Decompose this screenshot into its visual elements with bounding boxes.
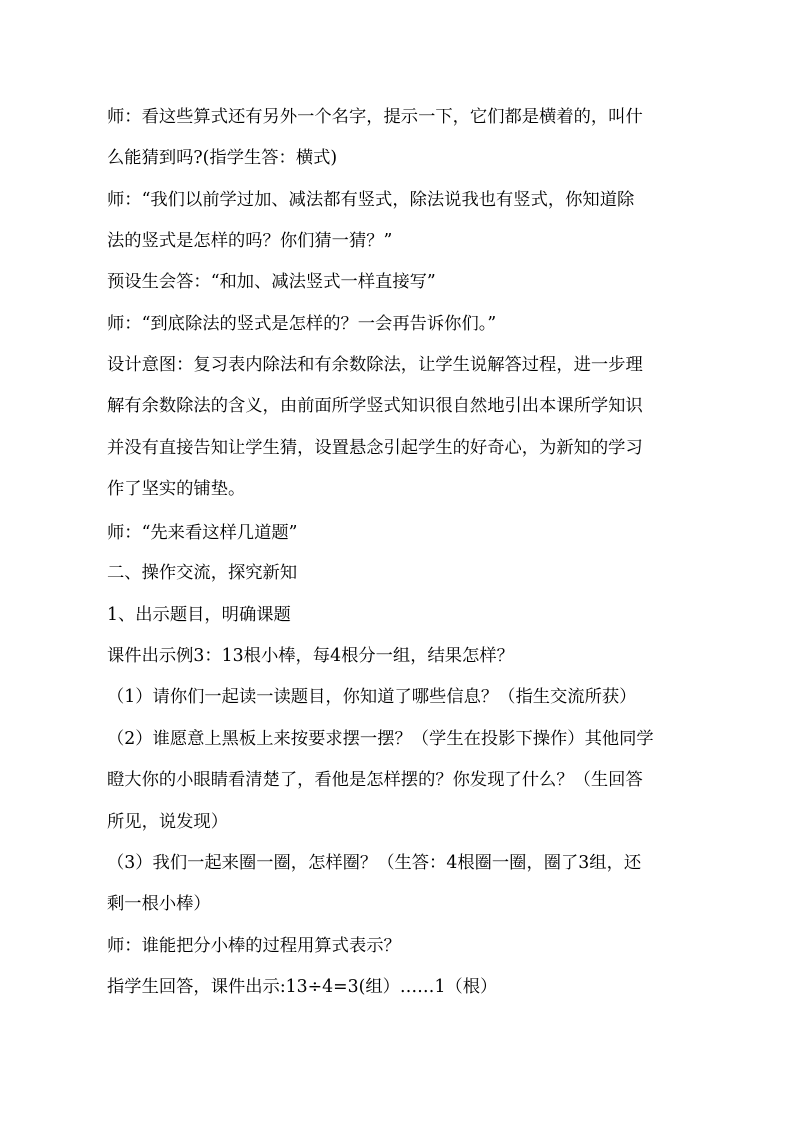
text-line: 设计意图：复习表内除法和有余数除法，让学生说解答过程，进一步理 [107, 355, 643, 375]
text-line: 师：“先来看这样几道题” [107, 523, 298, 543]
subsection-heading: 1、出示题目，明确课题 [107, 605, 291, 625]
text-line: 师：谁能把分小棒的过程用算式表示？ [107, 936, 401, 956]
text-line: 师：“我们以前学过加、减法都有竖式，除法说我也有竖式，你知道除 [107, 190, 635, 210]
text-line: 所见，说发现） [107, 812, 228, 832]
section-heading: 二、操作交流，探究新知 [107, 563, 298, 583]
text-line: 解有余数除法的含义，由前面所学竖式知识很自然地引出本课所学知识 [107, 396, 643, 416]
text-line: 剩一根小棒） [107, 894, 211, 914]
text-line: 指学生回答，课件出示:13÷4=3(组）……1（根） [107, 977, 498, 997]
text-line: 法的竖式是怎样的吗？你们猜一猜？” [107, 231, 393, 251]
text-line: （3）我们一起来圈一圈，怎样圈？（生答：4根圈一圈，圈了3组，还 [107, 853, 642, 873]
text-line: （1）请你们一起读一读题目，你知道了哪些信息？（指生交流所获） [107, 687, 637, 707]
text-line: 并没有直接告知让学生猜，设置悬念引起学生的好奇心，为新知的学习 [107, 438, 643, 458]
text-line: 作了坚实的铺垫。 [107, 479, 246, 499]
text-line: 瞪大你的小眼睛看清楚了，看他是怎样摆的？你发现了什么？（生回答 [107, 770, 643, 790]
text-line: （2）谁愿意上黑板上来按要求摆一摆？（学生在投影下操作）其他同学 [107, 729, 654, 749]
text-line: 么能猜到吗?(指学生答：横式) [107, 148, 338, 168]
text-line: 课件出示例3：13根小棒，每4根分一组，结果怎样？ [107, 646, 514, 666]
text-line: 师：看这些算式还有另外一个名字，提示一下，它们都是横着的，叫什 [107, 107, 643, 127]
text-line: 预设生会答：“和加、减法竖式一样直接写” [107, 272, 436, 292]
text-line: 师：“到底除法的竖式是怎样的？一会再告诉你们。” [107, 314, 497, 334]
